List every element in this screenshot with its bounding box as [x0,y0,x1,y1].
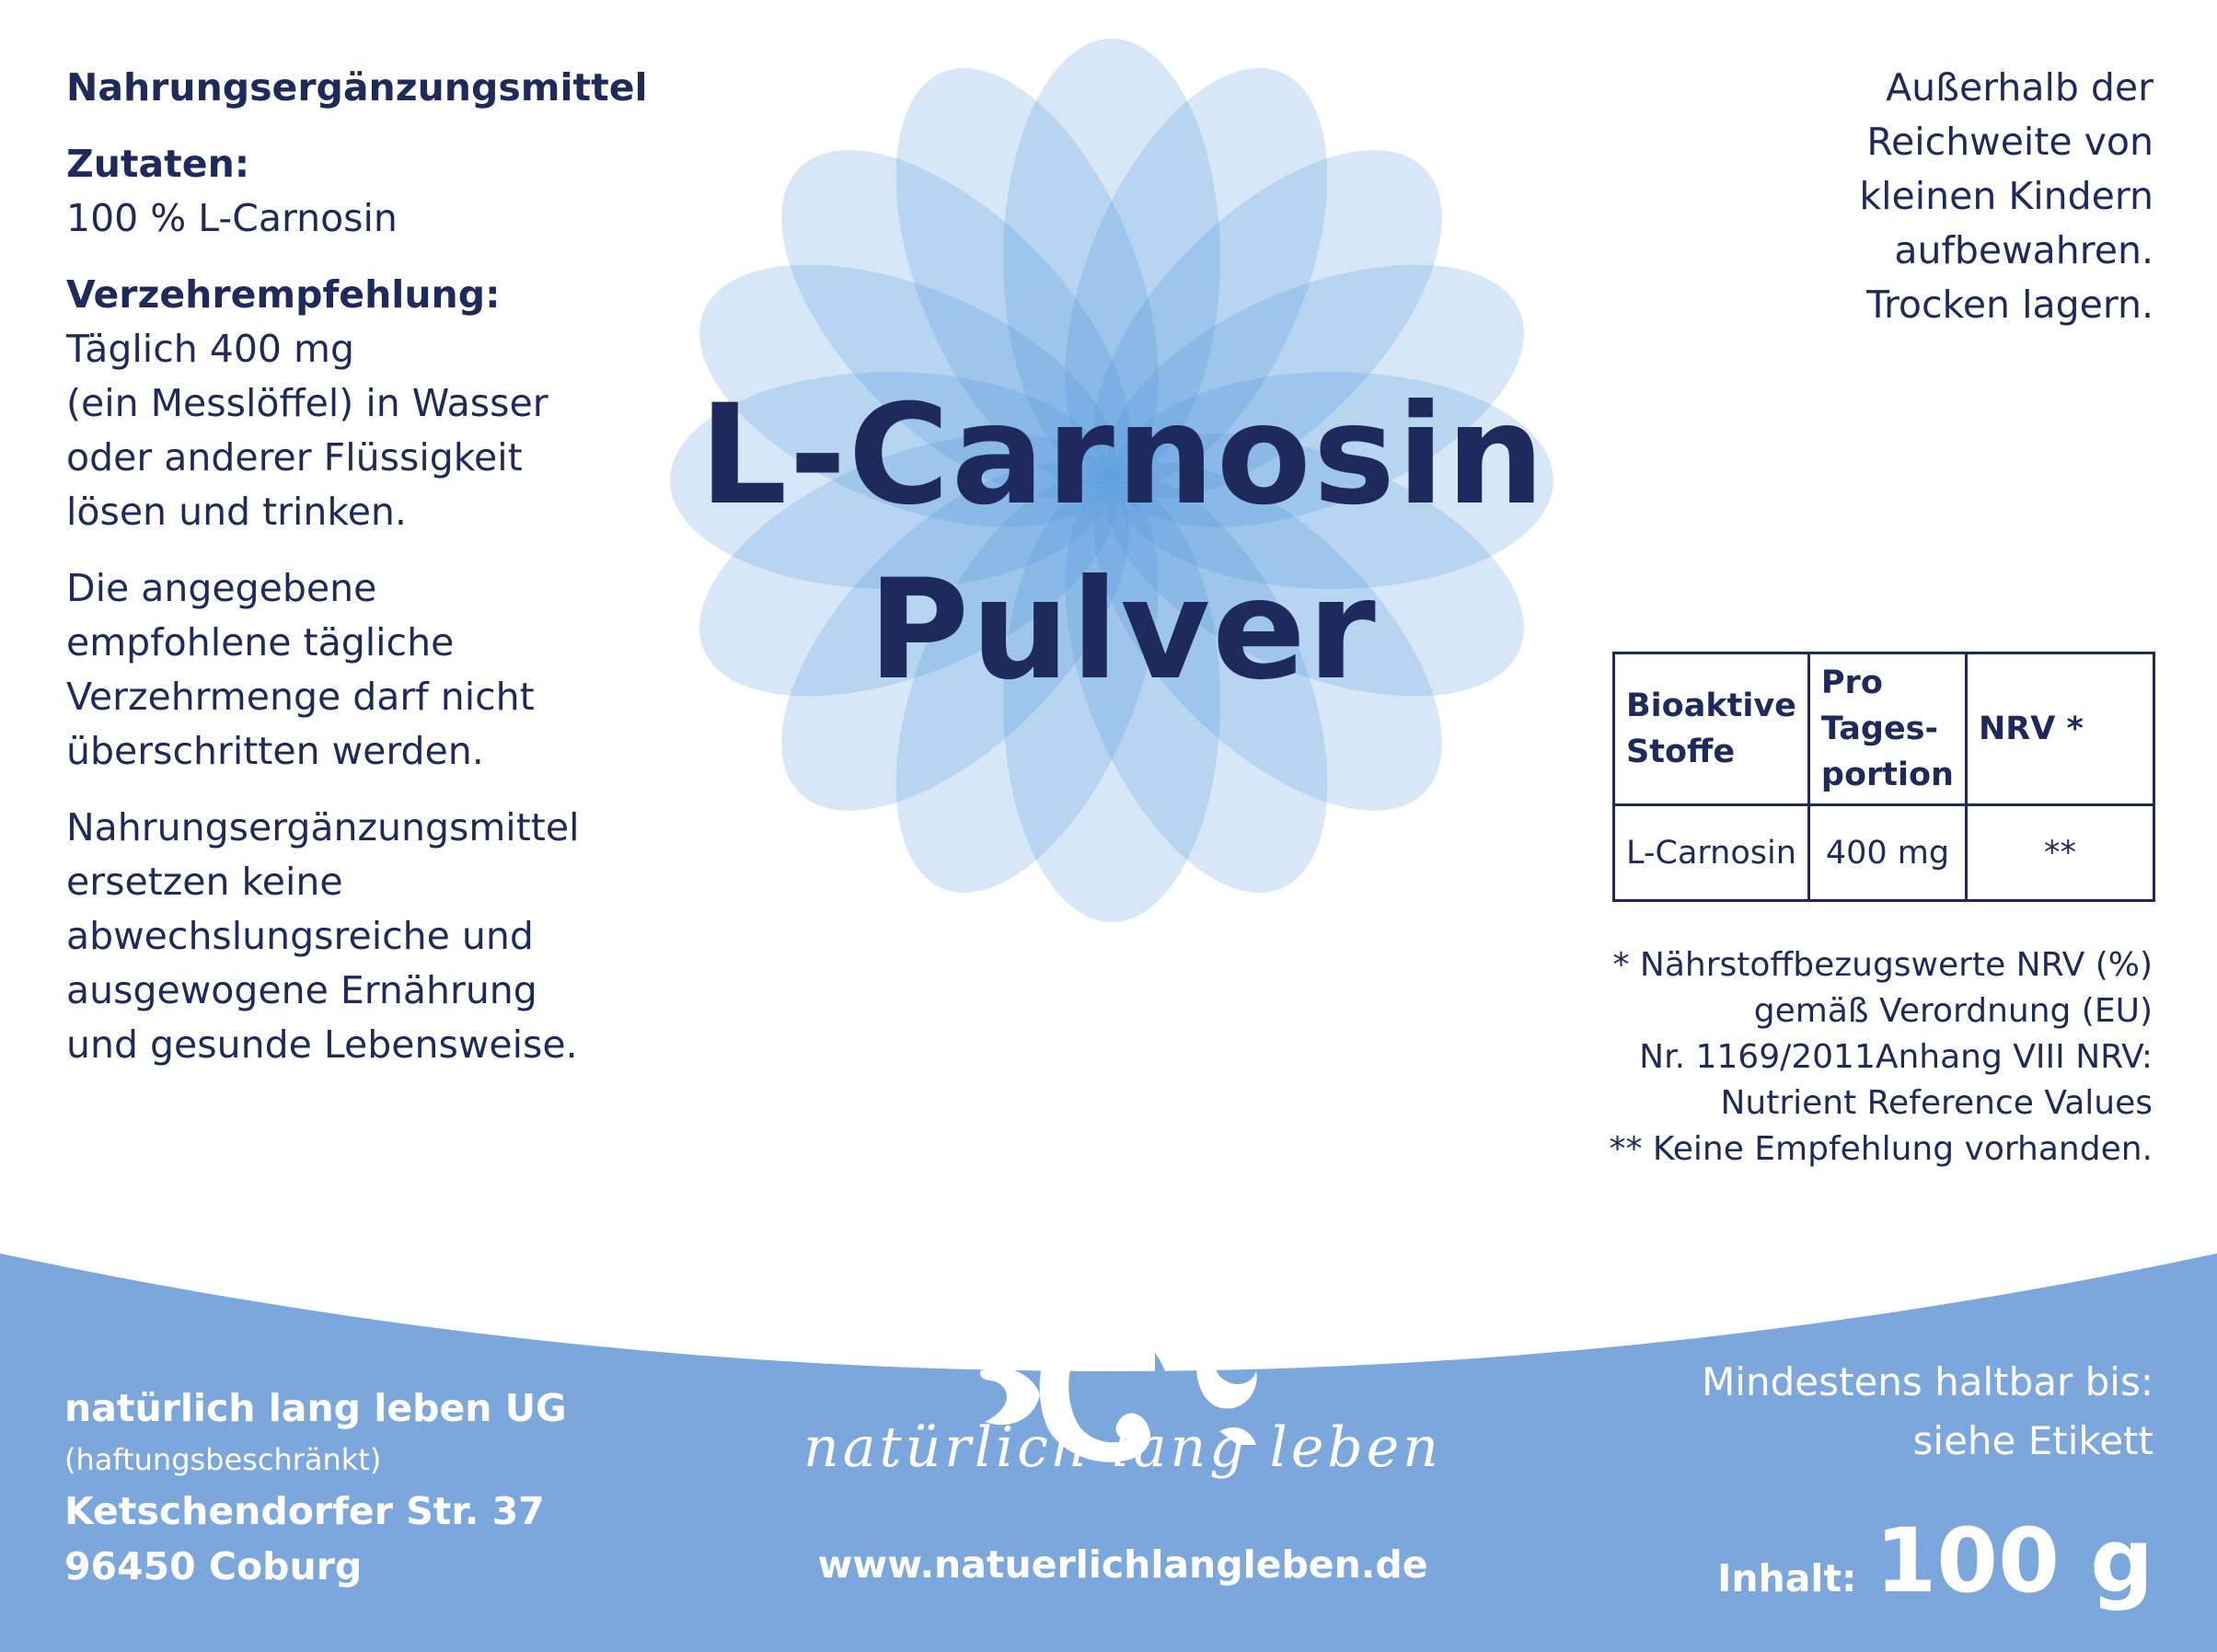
brand-wordmark: natürlich lang leben [803,1415,1442,1480]
warning-line: empfohlene tägliche [66,620,455,664]
storage-line: aufbewahren. [1894,228,2153,272]
net-content [1717,1509,2153,1612]
storage-note [1712,61,2153,332]
notice-line: ausgewogene Ernährung [66,968,537,1012]
category-label: Nahrungsergänzungsmittel [66,65,648,110]
best-before-note [1702,1353,2153,1471]
company-city: 96450 Coburg [64,1544,363,1588]
column-header-per-portion: Pro Tages- portion [1808,653,1966,805]
company-legal-form: (haftungsbeschränkt) [64,1442,382,1477]
column-header-substances: Bioaktive Stoffe [1614,653,1809,805]
footnotes [1490,942,2153,1173]
footnote-line: Nutrient Reference Values [1720,1084,2153,1122]
table-cell-amount: 400 mg [1808,805,1966,901]
table-cell-nrv: ** [1966,805,2153,901]
company-address [64,1381,567,1594]
storage-line: Außerhalb der [1886,65,2153,110]
footnote-line: Nr. 1169/2011Anhang VIII NRV: [1639,1038,2153,1076]
dosage-line: Täglich 400 mg [66,327,355,371]
notice-line: abwechslungsreiche und [66,914,534,958]
ingredients-heading: Zutaten: [66,142,250,186]
table-row [1614,805,2154,901]
storage-line: Trocken lagern. [1865,283,2153,327]
table-header-row [1614,653,2154,805]
storage-line: Reichweite von [1866,120,2153,164]
dosage-line: (ein Messlöffel) in Wasser [66,381,548,425]
nutrition-table [1612,652,2155,902]
dosage-heading: Verzehrempfehlung: [66,272,501,317]
dosage-line: oder anderer Flüssigkeit [66,435,523,479]
best-before-line: siehe Etikett [1912,1418,2153,1463]
company-street: Ketschendorfer Str. 37 [64,1489,545,1533]
footnote-line: ** Keine Empfehlung vorhanden. [1609,1130,2153,1168]
website-link[interactable]: www.natuerlichlangleben.de [817,1542,1428,1587]
content-label: Inhalt: [1717,1556,1857,1600]
title-line-1: L-Carnosin [699,375,1547,536]
warning-line: Verzehrmenge darf nicht [66,675,535,719]
notice-line: ersetzen keine [66,860,343,904]
warning-line: überschritten werden. [66,729,484,773]
best-before-line: Mindestens haltbar bis: [1702,1359,2153,1404]
dosage-line: lösen und trinken. [66,490,407,534]
footnote-line: * Nährstoffbezugswerte NRV (%) [1612,946,2153,984]
storage-line: kleinen Kindern [1859,174,2153,218]
content-value: 100 g [1875,1509,2153,1612]
title-line-2: Pulver [868,550,1378,710]
company-name: natürlich lang leben UG [64,1386,567,1430]
notice-line: und gesunde Lebensweise. [66,1022,578,1067]
column-header-nrv: NRV * [1966,653,2153,805]
table-cell-substance: L-Carnosin [1614,805,1809,901]
product-title [571,368,1675,718]
warning-line: Die angegebene [66,566,377,610]
ingredients-text: 100 % L-Carnosin [66,196,398,240]
footnote-line: gemäß Verordnung (EU) [1753,992,2153,1030]
notice-line: Nahrungsergänzungsmittel [66,805,580,849]
